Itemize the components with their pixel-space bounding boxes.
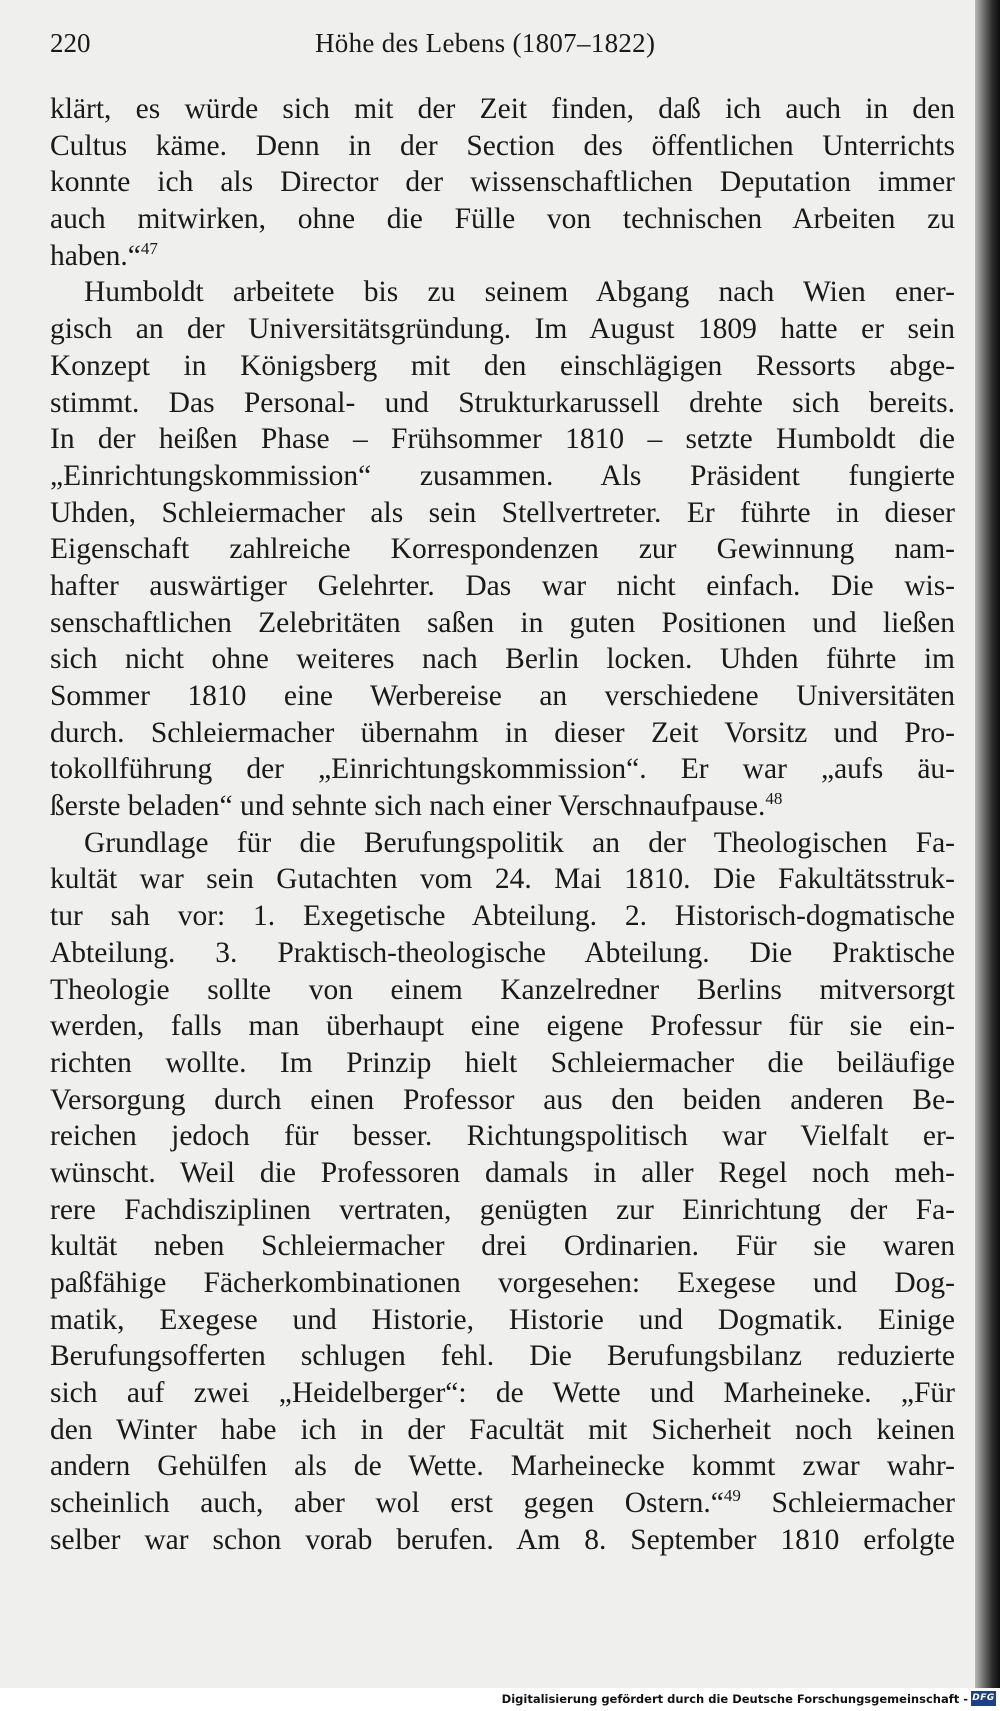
text-line: Konzept in Königsberg mit den einschlägigen Ressorts abge- <box>50 349 955 382</box>
text-line: „Einrichtungskommission“ zusammen. Als Präsident fungierte <box>50 459 955 492</box>
text-line: tokollführung der „Einrichtungskommission“. Er war „aufs äu- <box>50 753 955 786</box>
text-line: auch mitwirken, ohne die Fülle von technischen Arbeiten zu <box>50 203 955 236</box>
text-line: senschaftlichen Zelebritäten saßen in guten Positionen und ließen <box>50 606 955 639</box>
text-line: gisch an der Universitätsgründung. Im August 1809 hatte er sein <box>50 313 955 346</box>
text-line: tur sah vor: 1. Exegetische Abteilung. 2. Historisch-dogmatische <box>50 900 955 933</box>
text-line: Grundlage für die Berufungspolitik an der Theologischen Fa- <box>84 826 955 859</box>
text-line: werden, falls man überhaupt eine eigene Professur für sie ein- <box>50 1010 955 1043</box>
text-line: Uhden, Schleiermacher als sein Stellvertreter. Er führte in dieser <box>50 496 955 529</box>
text-line: Theologie sollte von einem Kanzelredner Berlins mitversorgt <box>50 973 955 1006</box>
funding-notice: Digitalisierung gefördert durch die Deutsche Forschungsgemeinschaft - <box>501 1692 968 1706</box>
text-line: selber war schon vorab berufen. Am 8. September 1810 erfolgte <box>50 1523 955 1556</box>
text-line: sich auf zwei „Heidelberger“: de Wette und Marheineke. „Für <box>50 1377 955 1410</box>
footnote-marker: 47 <box>140 238 158 258</box>
text-line: Sommer 1810 eine Werbereise an verschiedene Universitäten <box>50 680 955 712</box>
text-line: kultät war sein Gutachten vom 24. Mai 1810. Die Fakultätsstruk- <box>50 863 955 896</box>
text-line: rere Fachdisziplinen vertraten, genügten zur Einrichtung der Fa- <box>50 1193 955 1226</box>
text-line: richten wollte. Im Prinzip hielt Schleiermacher die beiläufige <box>50 1046 955 1079</box>
text-line: den Winter habe ich in der Facultät mit Sicherheit noch keinen <box>50 1413 955 1446</box>
text-line: Abteilung. 3. Praktisch-theologische Abteilung. Die Praktische <box>50 936 955 969</box>
dfg-logo-icon: DFG <box>971 1691 996 1706</box>
text-line: wünscht. Weil die Professoren damals in aller Regel noch meh- <box>50 1156 955 1189</box>
text-line: reichen jedoch für besser. Richtungspolitisch war Vielfalt er- <box>50 1120 955 1153</box>
text-line: Eigenschaft zahlreiche Korrespondenzen zur Gewinnung nam- <box>50 533 955 566</box>
text-line: scheinlich auch, aber wol erst gegen Ostern.“$^{49}$ Schleiermacher <box>50 1486 956 1520</box>
text-line: klärt, es würde sich mit der Zeit finden, daß ich auch in den <box>50 93 955 125</box>
running-head: Höhe des Lebens (1807–1822) <box>315 28 656 58</box>
text-line: sich nicht ohne weiteres nach Berlin locken. Uhden führte im <box>50 643 955 676</box>
footnote-marker: 48 <box>765 789 783 809</box>
text-line: Humboldt arbeitete bis zu seinem Abgang nach Wien ener- <box>84 276 955 309</box>
text-line: In der heißen Phase – Frühsommer 1810 – setzte Humboldt die <box>50 423 955 456</box>
text-line: Berufungsofferten schlugen fehl. Die Berufungsbilanz reduzierte <box>50 1340 955 1373</box>
body-text <box>50 91 955 1559</box>
page-binding-shadow <box>975 0 1000 1690</box>
text-line: andern Gehülfen als de Wette. Marheinecke kommt zwar wahr- <box>50 1450 955 1483</box>
text-line: Cultus käme. Denn in der Section des öffentlichen Unterrichts <box>50 129 955 162</box>
footnote-marker: 49 <box>723 1486 741 1506</box>
text-line: ßerste beladen“ und sehnte sich nach einer Verschnaufpause.$^{48}$ <box>50 789 783 823</box>
text-line: hafter auswärtiger Gelehrter. Das war nicht einfach. Die wis- <box>50 569 955 602</box>
text-line: konnte ich als Director der wissenschaftlichen Deputation immer <box>50 166 955 199</box>
text-line: kultät neben Schleiermacher drei Ordinarien. Für sie waren <box>50 1230 955 1263</box>
page-number: 220 <box>50 28 91 58</box>
page-header <box>50 28 955 68</box>
text-line: paßfähige Fächerkombinationen vorgesehen: Exegese und Dog- <box>50 1267 955 1299</box>
text-line: Versorgung durch einen Professor aus den beiden anderen Be- <box>50 1083 955 1116</box>
text-line: matik, Exegese und Historie, Historie und Dogmatik. Einige <box>50 1303 955 1336</box>
digitization-footer <box>0 1688 1000 1711</box>
text-line: haben.“$^{47}$ <box>50 238 158 272</box>
text-line: durch. Schleiermacher übernahm in dieser Zeit Vorsitz und Pro- <box>50 716 955 749</box>
text-line: stimmt. Das Personal- und Strukturkarussell drehte sich bereits. <box>50 386 955 419</box>
